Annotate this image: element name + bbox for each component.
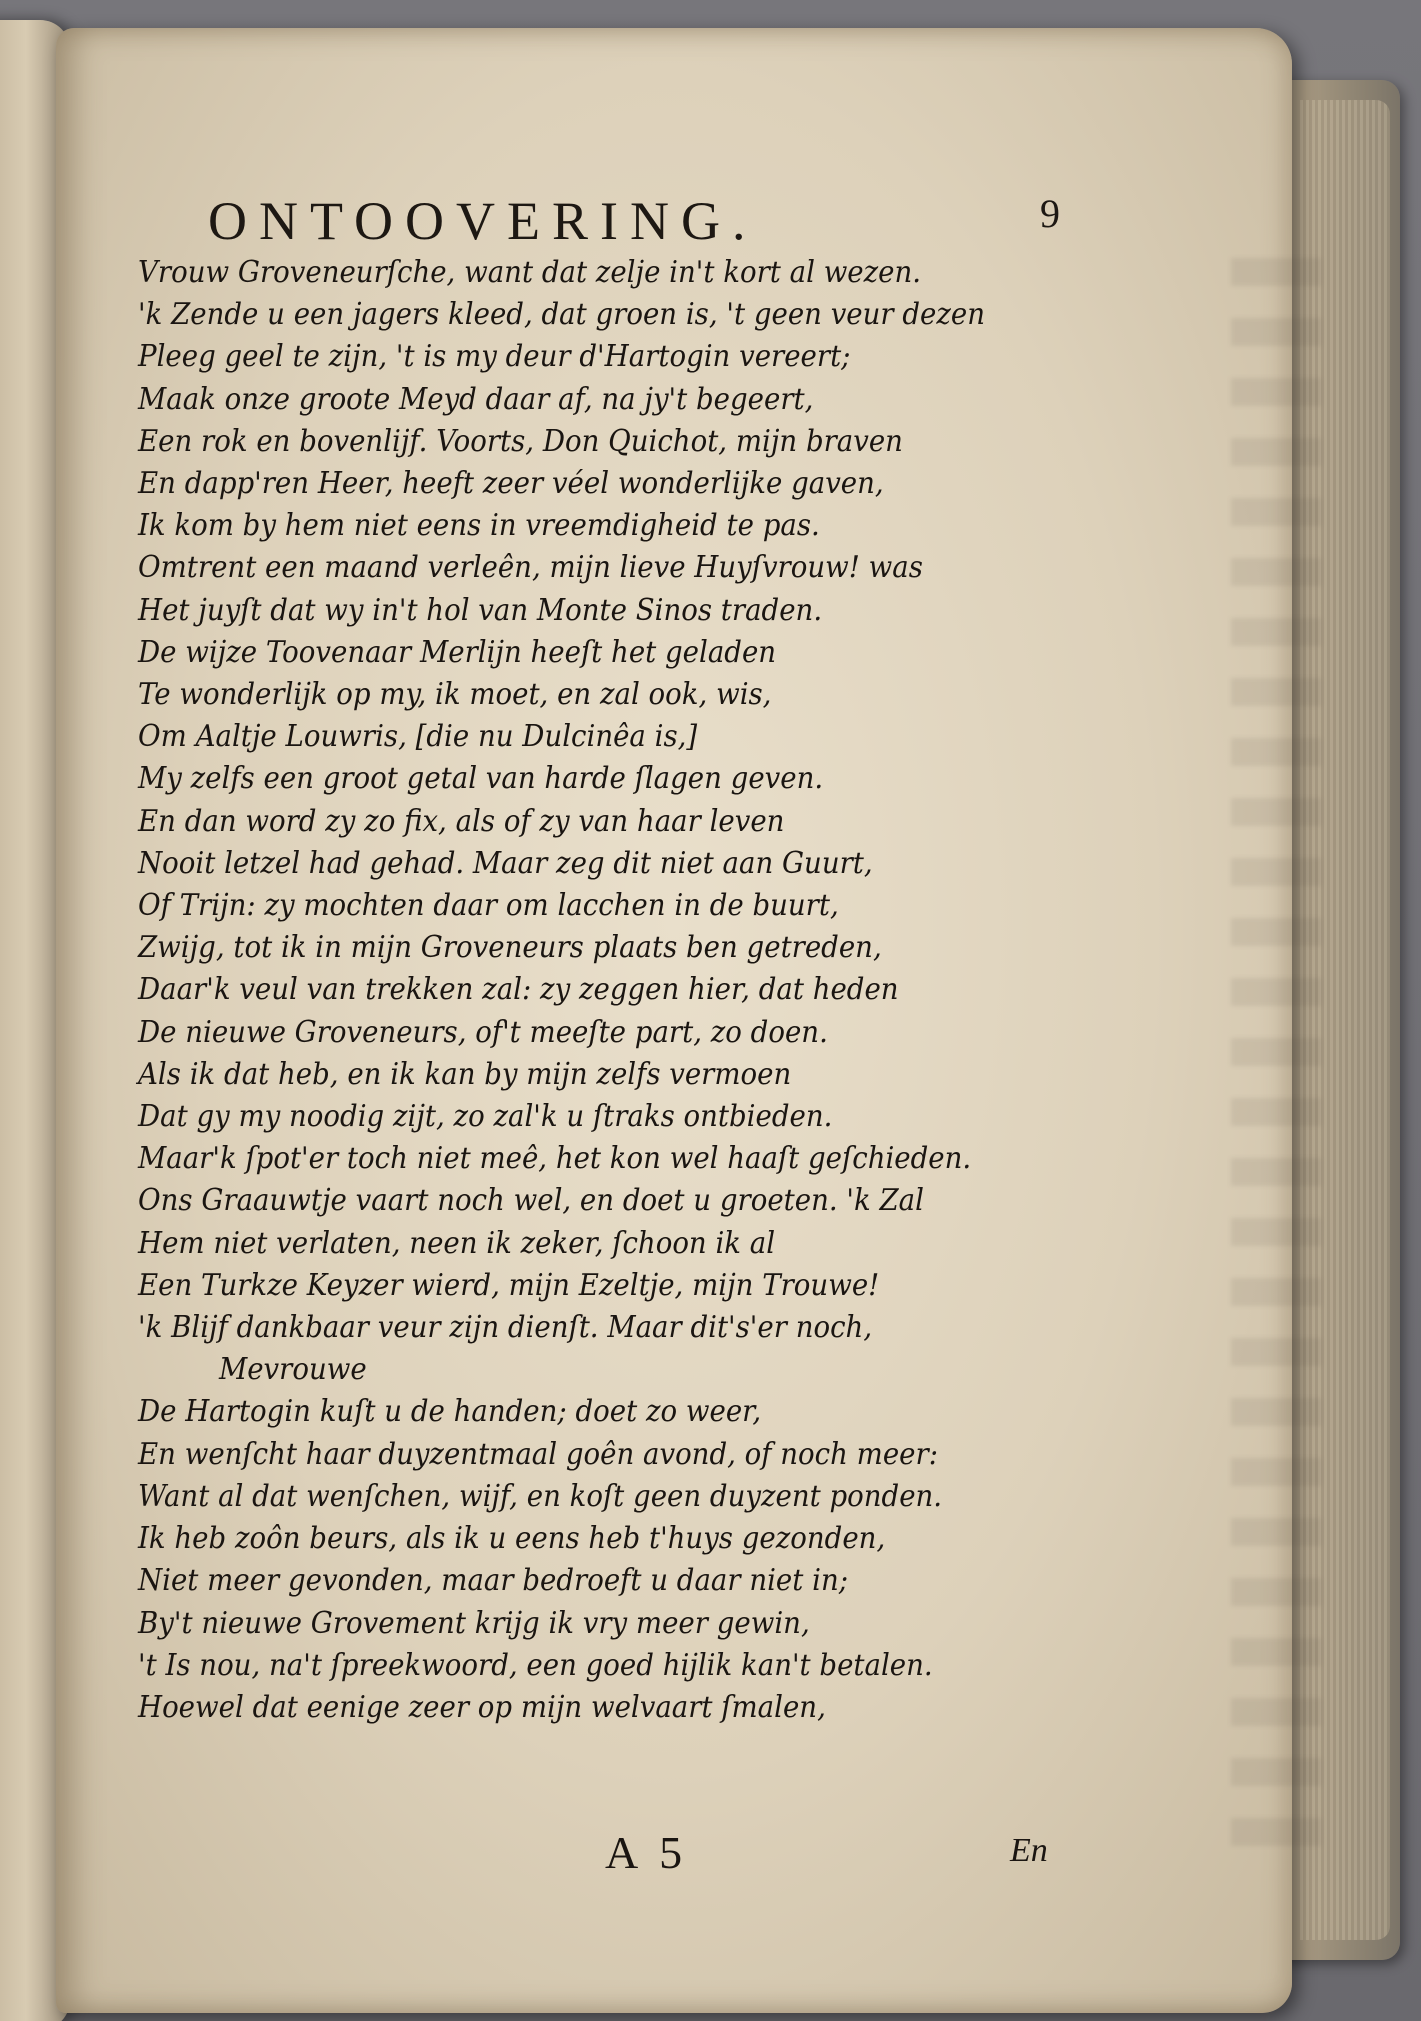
verse-line: Vrouw Groveneurſche, want dat zelje in't kort al wezen. — [138, 255, 922, 290]
verse-line: De Hartogin kuſt u de handen; doet zo weer, — [138, 1394, 762, 1430]
verse-line: Mevrouwe — [218, 1352, 367, 1388]
verse-line: Ik heb zoôn beurs, als ik u eens heb t'huys gezonden, — [138, 1521, 886, 1557]
verse-block — [138, 252, 1178, 1729]
verse-line: By't nieuwe Grovement krijg ik vry meer gewin, — [138, 1605, 810, 1641]
verse-line: En dan word zy zo fix, als of zy van haar leven — [138, 803, 785, 839]
running-head-title: ONTOOVERING. — [208, 191, 758, 251]
verse-line: Hoewel dat eenige zeer op mijn welvaart ſmalen, — [138, 1689, 826, 1725]
verse-line: Als ik dat heb, en ik kan by mijn zelfs vermoen — [138, 1056, 792, 1092]
verse-line: Te wonderlijk op my, ik moet, en zal ook, wis, — [138, 677, 772, 713]
catchword: En — [1010, 1832, 1048, 1869]
verse-line: De wijze Toovenaar Merlijn heeſt het geladen — [138, 634, 777, 670]
verse-line: Maak onze groote Meyd daar af, na jy't begeert, — [138, 381, 814, 417]
verse-line: En wenſcht haar duyzentmaal goên avond, of noch meer: — [138, 1436, 939, 1472]
verse-line: Ons Graauwtje vaart noch wel, en doet u groeten. 'k Zal — [138, 1183, 924, 1219]
verse-line: Het juyſt dat wy in't hol van Monte Sinos traden. — [138, 592, 823, 628]
verse-line: Omtrent een maand verleên, mijn lieve Huyſvrouw! was — [138, 550, 923, 586]
signature-mark: A 5 — [605, 1827, 689, 1878]
verse-line: Pleeg geel te zijn, 't is my deur d'Hartogin vereert; — [138, 339, 851, 375]
verse-line: Hem niet verlaten, neen ik zeker, ſchoon ik al — [138, 1225, 776, 1261]
verse-line: Zwijg, tot ik in mijn Groveneurs plaats ben getreden, — [138, 930, 882, 966]
verse-line: En dapp'ren Heer, heeft zeer véel wonderlijke gaven, — [138, 466, 884, 502]
verse-line: Of Trijn: zy mochten daar om lacchen in de buurt, — [138, 888, 839, 924]
verse-line: Een rok en bovenlijf. Voorts, Don Quichot, mijn braven — [138, 423, 903, 459]
verse-line: Ik kom by hem niet eens in vreemdigheid te pas. — [138, 508, 820, 544]
verse-line: 'k Zende u een jagers kleed, dat groen is, 't geen veur dezen — [138, 297, 986, 333]
verse-line: Want al dat wenſchen, wijf, en koſt geen duyzent ponden. — [138, 1478, 943, 1514]
verse-line: Daar'k veul van trekken zal: zy zeggen hier, dat heden — [138, 972, 899, 1008]
verse-line: Maar'k ſpot'er toch niet meê, het kon wel haaſt geſchieden. — [138, 1141, 972, 1177]
show-through — [1231, 258, 1321, 1858]
verse-line: Om Aaltje Louwris, [die nu Dulcinêa is,] — [138, 719, 698, 755]
page-number: 9 — [1040, 191, 1060, 236]
verse-line: 't Is nou, na't ſpreekwoord, een goed hijlik kan't betalen. — [138, 1647, 933, 1683]
verse-line: Een Turkze Keyzer wierd, mijn Ezeltje, mijn Trouwe! — [138, 1267, 880, 1303]
verse-line: Dat gy my noodig zijt, zo zal'k u ſtraks ontbieden. — [138, 1099, 833, 1135]
verse-line: My zelfs een groot getal van harde ſlagen geven. — [138, 761, 824, 797]
verse-line: De nieuwe Groveneurs, of't meeſte part, zo doen. — [138, 1014, 828, 1050]
verse-line: Niet meer gevonden, maar bedroeft u daar niet in; — [138, 1563, 849, 1599]
verse-line: 'k Blijf dankbaar veur zijn dienſt. Maar dit's'er noch, — [138, 1310, 873, 1346]
verse-line: Nooit letzel had gehad. Maar zeg dit niet aan Guurt, — [138, 845, 873, 881]
